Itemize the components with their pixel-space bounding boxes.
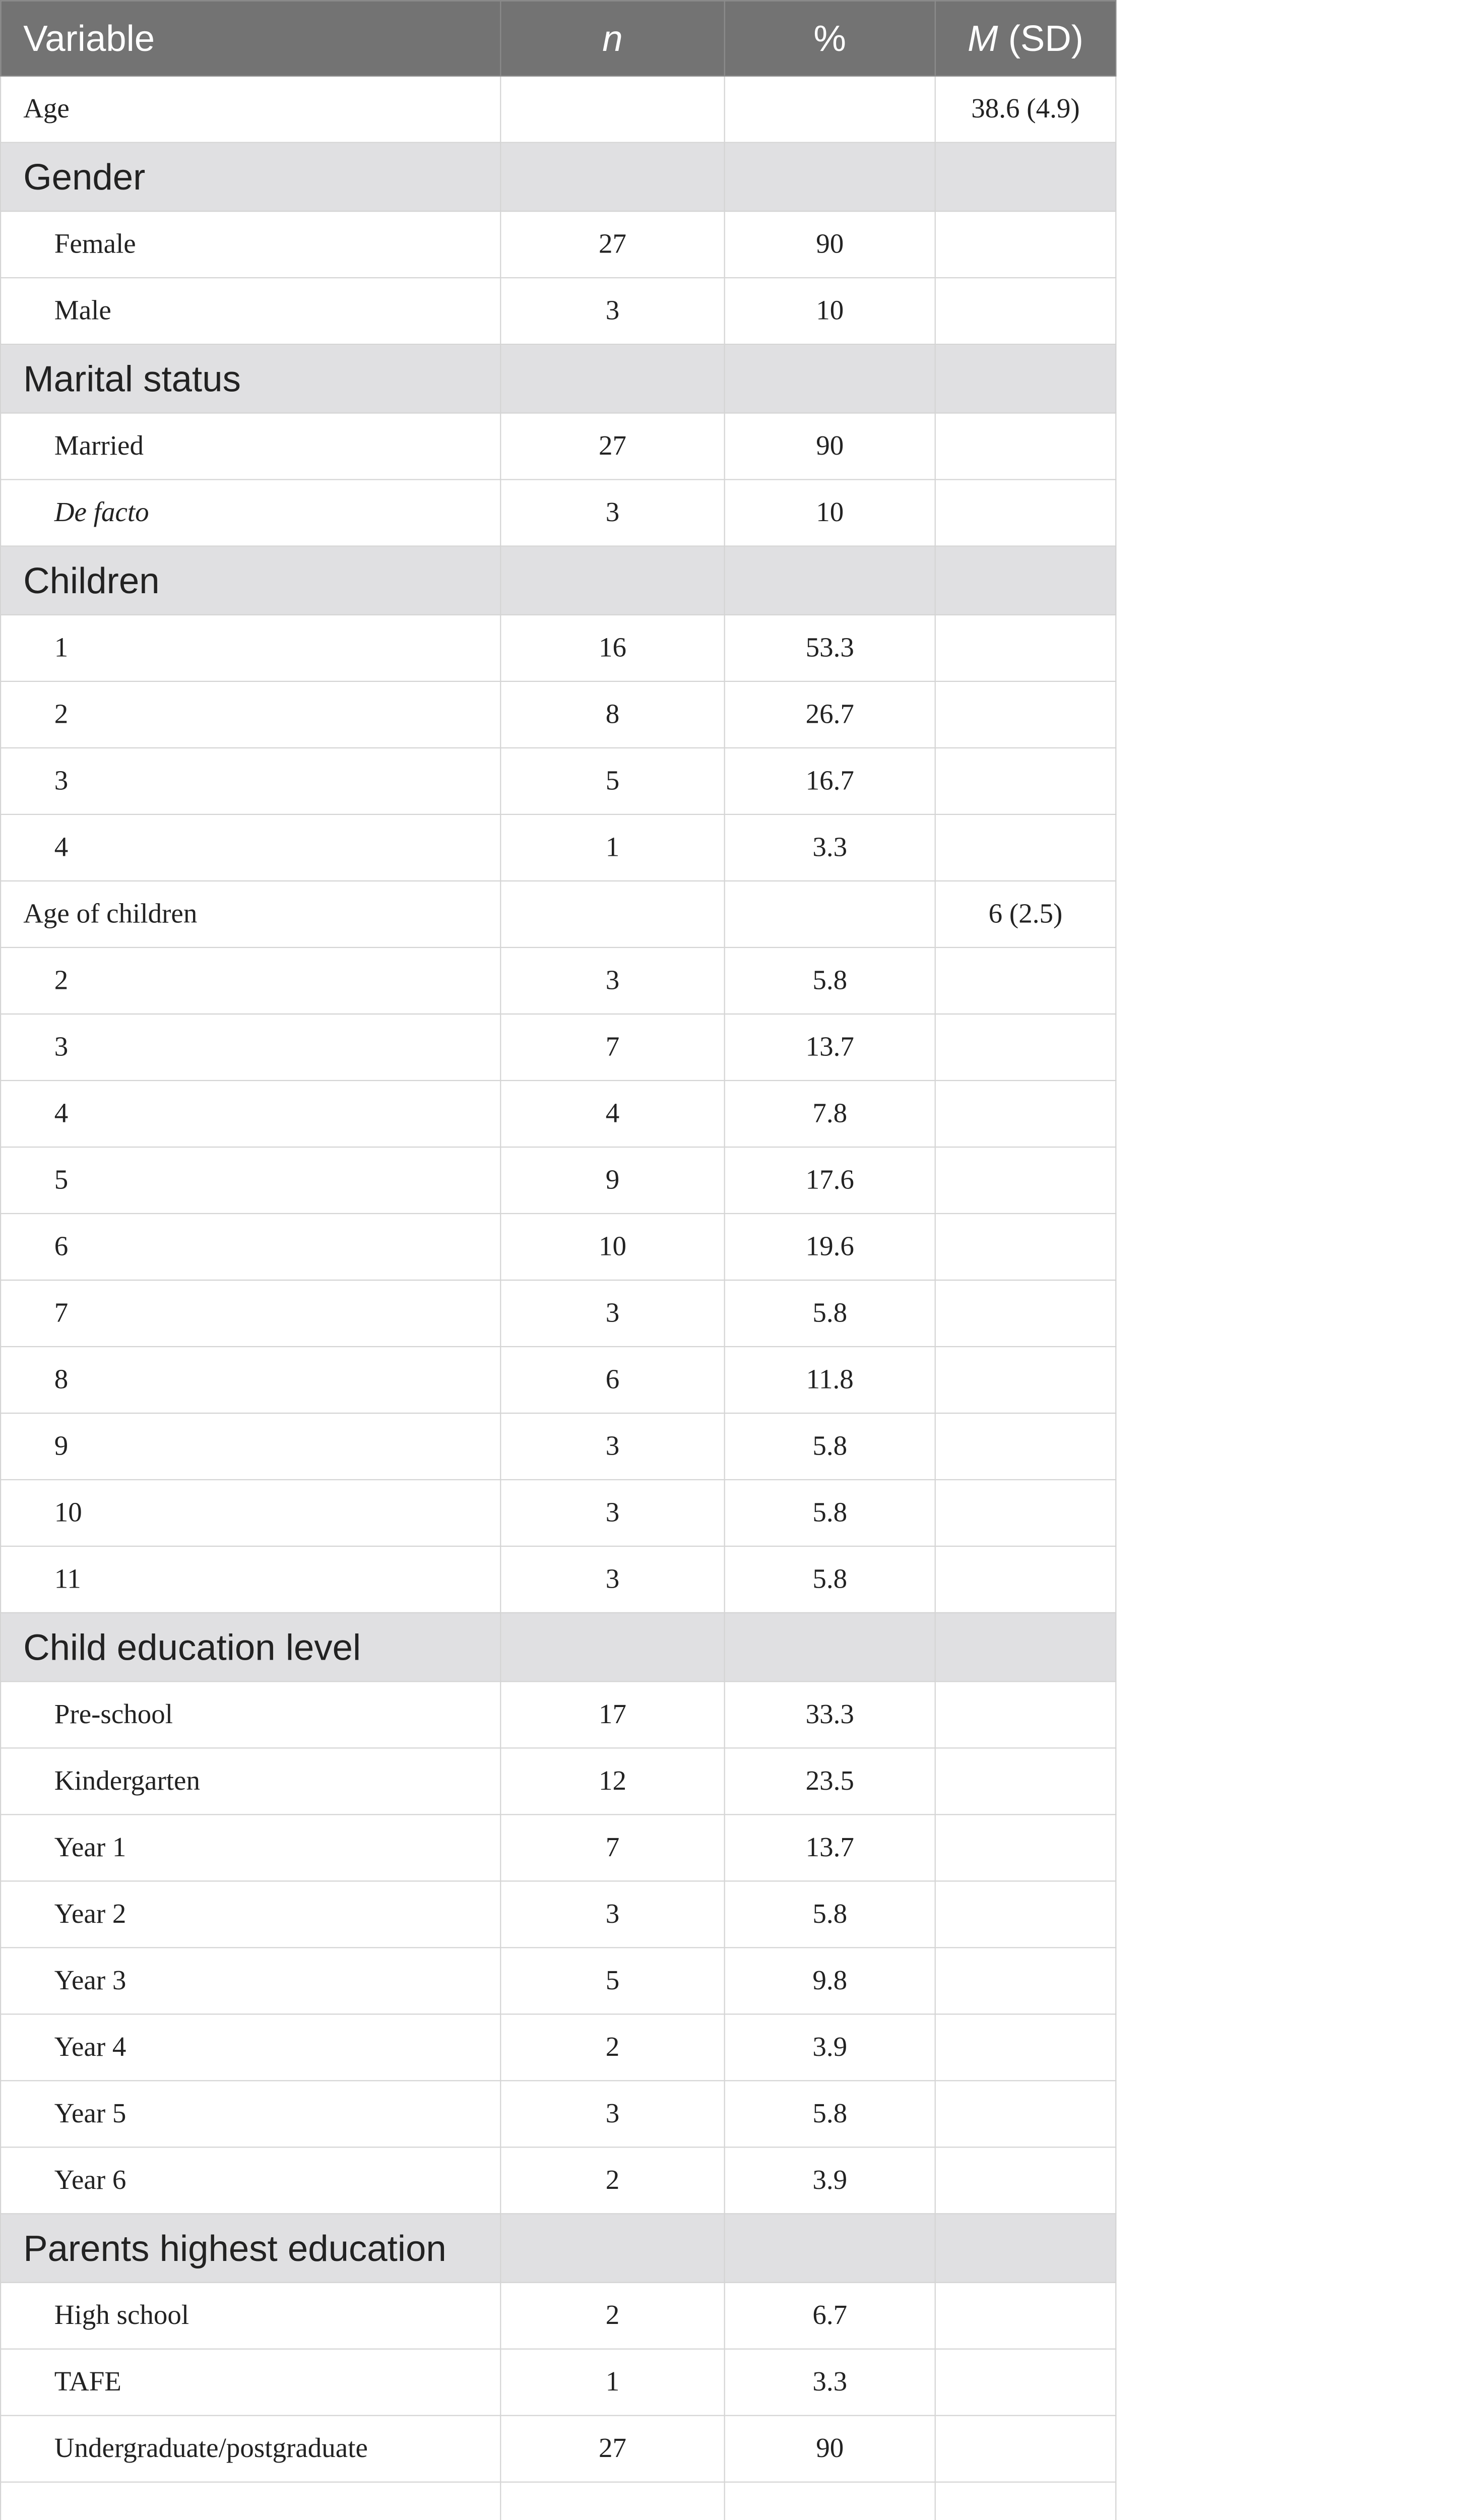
cell-msd [935,2147,1116,2214]
cell-n: 7 [500,1814,724,1881]
row-label: Year 5 [1,2081,500,2147]
cell-pct: 5.8 [725,2081,935,2147]
row-label: 11 [1,1546,500,1613]
table-row [1,2482,1116,2520]
cell-n [500,881,724,948]
cell-pct: 5.8 [725,1881,935,1947]
section-label: Marital status [1,344,500,413]
cell-n: 3 [500,1546,724,1613]
cell-n: 12 [500,1748,724,1814]
section-row [1,546,1116,615]
header-row [1,1,1116,76]
cell-msd [935,1014,1116,1081]
cell-n: 10 [500,1214,724,1280]
row-label: 9 [1,1413,500,1480]
cell-n: 2 [500,2014,724,2081]
row-label: TAFE [1,2349,500,2416]
table-row [1,948,1116,1014]
row-label: Year 2 [1,1881,500,1947]
cell-msd: 38.6 (4.9) [935,76,1116,143]
header-n: n [500,1,724,76]
cell-n: 27 [500,211,724,278]
cell-msd [935,2482,1116,2520]
cell-pct: 13.7 [725,1814,935,1881]
table-row [1,2283,1116,2349]
table-row [1,2349,1116,2416]
table-row [1,1681,1116,1748]
cell-pct: 5.8 [725,1280,935,1347]
cell-pct [725,76,935,143]
cell-pct: 13.7 [725,1014,935,1081]
section-row [1,143,1116,211]
cell-n: 27 [500,413,724,480]
table-row [1,615,1116,681]
cell-msd [935,1480,1116,1546]
table-body [1,76,1116,2520]
cell-n: 3 [500,1480,724,1546]
section-row [1,344,1116,413]
cell-n: 7 [500,1014,724,1081]
cell-n [500,344,724,413]
cell-pct [725,2482,935,2520]
row-label: 4 [1,1081,500,1147]
row-label: Age of children [1,881,500,948]
header-mean-sd [935,1,1116,76]
cell-pct: 90 [725,413,935,480]
cell-n: 8 [500,681,724,748]
cell-msd [935,278,1116,344]
cell-msd [935,344,1116,413]
cell-pct [725,546,935,615]
cell-n: 9 [500,1147,724,1214]
cell-msd [935,1881,1116,1947]
cell-msd [935,2081,1116,2147]
cell-pct [725,344,935,413]
cell-pct: 17.6 [725,1147,935,1214]
cell-pct: 3.9 [725,2014,935,2081]
cell-msd [935,1413,1116,1480]
cell-msd [935,2349,1116,2416]
table-row [1,1014,1116,1081]
cell-pct [725,2214,935,2282]
header-variable: Variable [1,1,500,76]
cell-msd [935,2014,1116,2081]
cell-pct: 5.8 [725,948,935,1014]
cell-pct: 3.3 [725,814,935,881]
cell-msd [935,2214,1116,2282]
cell-pct: 16.7 [725,748,935,814]
cell-pct: 90 [725,211,935,278]
table-row [1,480,1116,546]
cell-pct: 10 [725,480,935,546]
table-row [1,748,1116,814]
table-row [1,1881,1116,1947]
cell-msd [935,1081,1116,1147]
cell-pct: 5.8 [725,1413,935,1480]
table-row [1,2147,1116,2214]
cell-n: 5 [500,1947,724,2014]
table-row [1,1947,1116,2014]
cell-msd [935,2416,1116,2482]
cell-n: 3 [500,278,724,344]
cell-msd [935,1681,1116,1748]
cell-n [500,143,724,211]
row-label: 2 [1,681,500,748]
cell-pct: 9.8 [725,1947,935,2014]
cell-n: 3 [500,1881,724,1947]
header-sd: (SD) [998,17,1083,58]
cell-pct: 33.3 [725,1681,935,1748]
table-row [1,1214,1116,1280]
table-row [1,1147,1116,1214]
cell-msd [935,1748,1116,1814]
row-label: 6 [1,1214,500,1280]
section-row [1,1613,1116,1681]
table-row [1,1413,1116,1480]
table-row [1,1480,1116,1546]
cell-n: 16 [500,615,724,681]
cell-msd [935,615,1116,681]
cell-n: 1 [500,814,724,881]
table-row [1,211,1116,278]
cell-n: 3 [500,480,724,546]
row-label: Pre-school [1,1681,500,1748]
cell-msd [935,948,1116,1014]
cell-n: 6 [500,1347,724,1413]
cell-n [500,1613,724,1681]
table-row [1,681,1116,748]
cell-msd [935,681,1116,748]
cell-msd [935,1814,1116,1881]
row-label: 8 [1,1347,500,1413]
row-label: Year 6 [1,2147,500,2214]
cell-msd [935,413,1116,480]
cell-pct: 5.8 [725,1546,935,1613]
cell-msd [935,1147,1116,1214]
row-label: 5 [1,1147,500,1214]
table-row [1,1748,1116,1814]
cell-n: 3 [500,1280,724,1347]
cell-pct: 7.8 [725,1081,935,1147]
row-label: Kindergarten [1,1748,500,1814]
section-label: Parents highest education [1,2214,500,2282]
table-row [1,1280,1116,1347]
table-row [1,2081,1116,2147]
section-label: Child education level [1,1613,500,1681]
cell-pct: 3.9 [725,2147,935,2214]
cell-msd [935,1214,1116,1280]
header-percent: % [725,1,935,76]
cell-n: 27 [500,2416,724,2482]
section-row [1,2214,1116,2282]
cell-msd [935,211,1116,278]
cell-pct [725,143,935,211]
row-label: Year 1 [1,1814,500,1881]
row-label: 4 [1,814,500,881]
cell-n: 3 [500,2081,724,2147]
cell-pct: 11.8 [725,1347,935,1413]
cell-pct: 10 [725,278,935,344]
cell-n: 3 [500,1413,724,1480]
cell-n: 4 [500,1081,724,1147]
table-row [1,76,1116,143]
row-label: De facto [1,480,500,546]
row-label: Year 3 [1,1947,500,2014]
section-label: Gender [1,143,500,211]
section-label: Children [1,546,500,615]
cell-msd [935,546,1116,615]
table-header [1,1,1116,76]
cell-pct: 5.8 [725,1480,935,1546]
cell-msd: 6 (2.5) [935,881,1116,948]
table-row [1,881,1116,948]
table-row [1,413,1116,480]
cell-n: 5 [500,748,724,814]
cell-msd [935,814,1116,881]
cell-pct: 26.7 [725,681,935,748]
table-row [1,1347,1116,1413]
table-row [1,814,1116,881]
cell-msd [935,1613,1116,1681]
header-m: M [968,17,998,58]
row-label: 3 [1,1014,500,1081]
cell-pct [725,881,935,948]
cell-msd [935,1546,1116,1613]
cell-n: 3 [500,948,724,1014]
cell-msd [935,480,1116,546]
cell-pct [725,1613,935,1681]
cell-pct: 53.3 [725,615,935,681]
table-row [1,2014,1116,2081]
cell-n [500,2214,724,2282]
cell-n: 2 [500,2283,724,2349]
row-label: 1 [1,615,500,681]
cell-n [500,76,724,143]
cell-pct: 90 [725,2416,935,2482]
cell-msd [935,2283,1116,2349]
cell-n: 2 [500,2147,724,2214]
row-label: Undergraduate/postgraduate [1,2416,500,2482]
cell-msd [935,1347,1116,1413]
cell-pct: 23.5 [725,1748,935,1814]
cell-n: 1 [500,2349,724,2416]
cell-pct: 6.7 [725,2283,935,2349]
table-row [1,1814,1116,1881]
row-label: High school [1,2283,500,2349]
cell-n: 17 [500,1681,724,1748]
row-label: 7 [1,1280,500,1347]
row-label [1,2482,500,2520]
table-row [1,2416,1116,2482]
table-row [1,1546,1116,1613]
cell-n [500,2482,724,2520]
row-label: Married [1,413,500,480]
cell-msd [935,1947,1116,2014]
row-label: Age [1,76,500,143]
cell-n [500,546,724,615]
cell-pct: 3.3 [725,2349,935,2416]
row-label: Female [1,211,500,278]
cell-msd [935,1280,1116,1347]
row-label: 10 [1,1480,500,1546]
table-row [1,1081,1116,1147]
cell-msd [935,748,1116,814]
row-label: 2 [1,948,500,1014]
row-label: Male [1,278,500,344]
table-row [1,278,1116,344]
row-label: Year 4 [1,2014,500,2081]
cell-pct: 19.6 [725,1214,935,1280]
cell-msd [935,143,1116,211]
row-label: 3 [1,748,500,814]
